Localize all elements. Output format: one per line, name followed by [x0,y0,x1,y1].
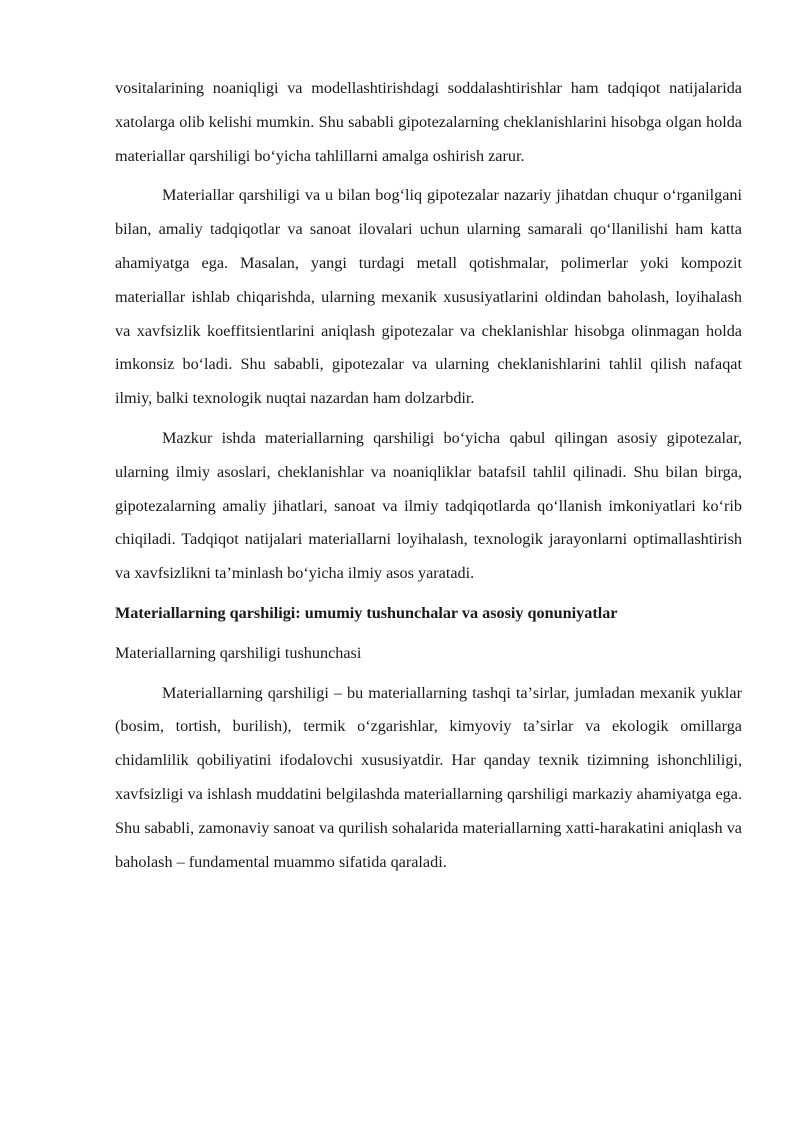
paragraph-definition: Materiallarning qarshiligi – bu materiallarning tashqi taʼsirlar, jumladan mexanik yuklar (bosim, tortish, burilish), termik oʻzgarishlar, kimyoviy taʼsirlar va ekologik omillarga chidamlilik qobiliyatini ifodalovchi xususiyatdir. Har qanday texnik tizimning ishonchliligi, xavfsizligi va ishlash muddatini belgilashda materiallarning qarshiligi markaziy ahamiyatga ega. Shu sababli, zamonaviy sanoat va qurilish sohalarida materiallarning xatti-harakatini aniqlash va baholash – fundamental muammo sifatida qaraladi. [115,683,742,871]
subsection-heading: Materiallarning qarshiligi tushunchasi [115,643,362,662]
paragraph-work-scope: Mazkur ishda materiallarning qarshiligi boʻyicha qabul qilingan asosiy gipotezalar, ularning ilmiy asoslari, cheklanishlar va noaniqliklar batafsil tahlil qilinadi. Shu bilan birga, gipotezalarning amaliy jihatlari, sanoat va ilmiy tadqiqotlarda qoʻllanish imkoniyatlari koʻrib chiqiladi. Tadqiqot natijalari materiallarni loyihalash, texnologik jarayonlarni optimallashtirish va xavfsizlikni taʼminlash boʻyicha ilmiy asos yaratadi. [115,428,742,583]
paragraph-continuation: vositalarining noaniqligi va modellashtirishdagi soddalashtirishlar ham tadqiqot natijalarida xatolarga olib kelishi mumkin. Shu sababli gipotezalarning cheklanishlarini hisobga olgan holda materiallar qarshiligi boʻyicha tahlillarni amalga oshirish zarur. [115,79,742,165]
paragraph-hypotheses-importance: Materiallar qarshiligi va u bilan bogʻliq gipotezalar nazariy jihatdan chuqur oʻrganilgani bilan, amaliy tadqiqotlar va sanoat ilovalari uchun ularning samarali qoʻllanilishi ham katta ahamiyatga ega. Masalan, yangi turdagi metall qotishmalar, polimerlar yoki kompozit materiallar ishlab chiqarishda, ularning mexanik xususiyatlarini oldindan baholash, loyihalash va xavfsizlik koeffitsientlarini aniqlash gipotezalar va cheklanishlar hisobga olinmagan holda imkonsiz boʻladi. Shu sababli, gipotezalar va ularning cheklanishlarini tahlil qilish nafaqat ilmiy, balki texnologik nuqtai nazardan ham dolzarbdir. [115,186,742,408]
section-heading: Materiallarning qarshiligi: umumiy tushunchalar va asosiy qonuniyatlar [115,603,618,622]
document-page [115,72,742,885]
